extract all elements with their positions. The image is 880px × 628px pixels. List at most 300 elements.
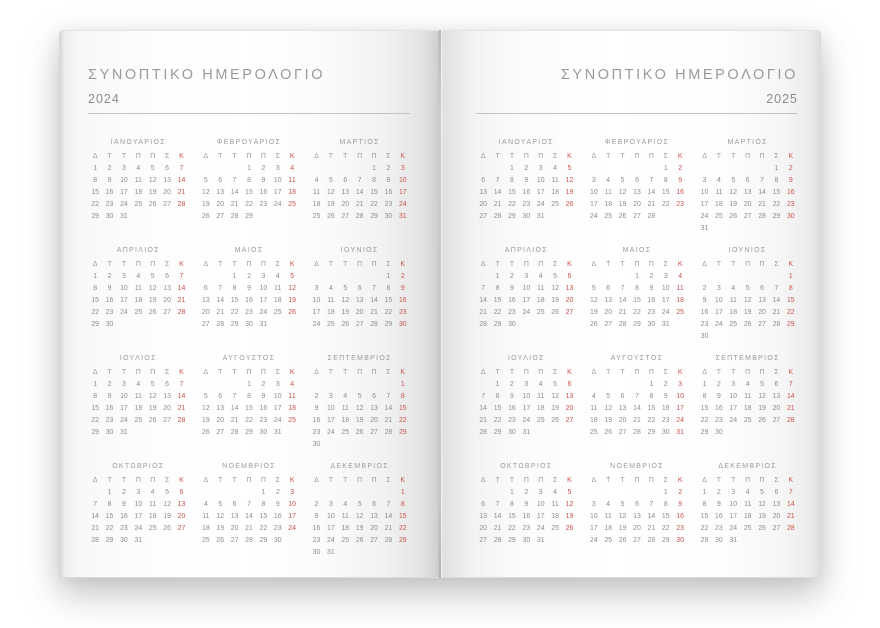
weekday-cell: Σ (386, 261, 391, 268)
day-cell (740, 535, 754, 547)
day-cell: 1 (495, 381, 500, 388)
week-row (587, 319, 688, 331)
weekday-cell: Σ (663, 369, 668, 376)
week-row (88, 319, 189, 331)
day-cell: 16 (661, 405, 670, 412)
day-cell: 25 (341, 537, 350, 544)
day-cell (285, 319, 299, 331)
weekday-cell: Τ (606, 153, 611, 160)
day-cell: 14 (355, 189, 364, 196)
day-cell: 20 (202, 309, 210, 316)
day-cell: 5 (150, 165, 155, 172)
day-cell: 12 (729, 189, 738, 196)
day-cell: 31 (120, 429, 128, 436)
weekday-cell: Τ (218, 153, 223, 160)
day-cell: 6 (774, 381, 779, 388)
day-cell: 8 (107, 501, 112, 508)
day-cell: 7 (495, 501, 500, 508)
week-row (587, 163, 688, 175)
day-cell: 15 (633, 297, 641, 304)
day-cell: 19 (729, 201, 738, 208)
weekday-cell: Τ (232, 261, 237, 268)
day-cell: 19 (551, 405, 559, 412)
week-row (309, 523, 410, 535)
day-cell: 3 (678, 381, 683, 388)
day-cell: 21 (245, 525, 253, 532)
day-cell: 30 (700, 333, 709, 340)
weekday-cell: Τ (620, 153, 625, 160)
day-cell: 29 (384, 321, 393, 328)
day-cell (271, 319, 285, 331)
week-row (476, 391, 577, 403)
day-cell (476, 271, 490, 283)
day-cell: 18 (202, 525, 210, 532)
day-cell: 9 (716, 501, 721, 508)
month-calendar (88, 247, 189, 355)
day-cell: 24 (590, 537, 598, 544)
week-row (199, 271, 300, 283)
day-cell (381, 547, 395, 559)
weekday-cell: Τ (620, 369, 625, 376)
day-cell: 23 (786, 201, 795, 208)
day-cell: 1 (232, 273, 237, 280)
day-cell: 1 (93, 381, 98, 388)
week-row (476, 175, 577, 187)
day-cell: 12 (743, 297, 752, 304)
day-cell (740, 163, 754, 175)
day-cell (562, 427, 576, 439)
day-cell: 20 (772, 405, 781, 412)
weekday-cell: Κ (179, 477, 184, 484)
day-cell: 10 (700, 189, 709, 196)
day-cell: 18 (604, 201, 613, 208)
weekday-cell: Σ (774, 477, 779, 484)
day-cell (324, 487, 338, 499)
day-cell: 23 (105, 309, 114, 316)
month-calendar (88, 139, 189, 247)
day-cell: 28 (177, 201, 186, 208)
day-cell: 15 (245, 405, 253, 412)
day-cell (160, 211, 174, 223)
day-cell: 17 (398, 189, 407, 196)
day-cell (659, 211, 673, 223)
day-cell (740, 271, 754, 283)
day-cell: 26 (565, 201, 574, 208)
weekday-cell: Π (260, 153, 266, 160)
day-cell (476, 163, 490, 175)
day-cell: 26 (216, 537, 225, 544)
day-cell: 27 (565, 417, 574, 424)
day-cell: 17 (715, 309, 723, 316)
day-cell: 20 (633, 525, 641, 532)
day-cell: 23 (245, 309, 253, 316)
month-calendar (309, 139, 410, 247)
day-cell: 30 (105, 321, 114, 328)
day-cell: 6 (218, 393, 223, 400)
day-cell: 6 (218, 177, 223, 184)
day-cell: 13 (216, 405, 225, 412)
day-cell: 4 (606, 177, 611, 184)
weekday-cell: Δ (314, 477, 319, 484)
day-cell: 15 (245, 189, 253, 196)
day-cell: 16 (508, 405, 516, 412)
day-cell (562, 319, 576, 331)
weekday-cell: Σ (164, 261, 170, 268)
day-cell: 31 (522, 429, 531, 436)
day-cell (476, 379, 490, 391)
day-cell: 15 (661, 513, 670, 520)
day-cell: 1 (510, 489, 514, 496)
day-cell: 24 (312, 321, 321, 328)
day-cell: 20 (370, 525, 378, 532)
day-cell (160, 535, 174, 547)
day-cell: 3 (122, 165, 126, 172)
day-cell: 7 (774, 285, 779, 292)
day-cell: 21 (786, 405, 795, 412)
day-cell: 18 (536, 405, 545, 412)
day-cell: 17 (327, 417, 335, 424)
header-divider-line (476, 113, 798, 114)
day-cell: 6 (567, 381, 572, 388)
day-cell: 11 (134, 285, 142, 292)
weekday-cell: Π (246, 153, 252, 160)
day-cell (755, 535, 769, 547)
week-row (587, 295, 688, 307)
week-row (476, 199, 577, 211)
day-cell: 31 (273, 429, 282, 436)
day-cell: 16 (312, 525, 321, 532)
weekday-cell: Κ (289, 261, 295, 268)
day-cell: 25 (590, 429, 598, 436)
weekday-cell: Σ (552, 261, 558, 268)
day-cell: 19 (355, 417, 364, 424)
day-cell (601, 379, 615, 391)
day-cell: 2 (663, 381, 668, 388)
day-cell (784, 223, 798, 235)
day-cell: 1 (261, 489, 266, 496)
day-cell: 15 (508, 513, 516, 520)
day-cell: 2 (261, 165, 266, 172)
weekday-cell: Δ (92, 261, 98, 268)
weekday-cell: Κ (567, 369, 572, 376)
day-cell: 16 (120, 513, 128, 520)
week-row (199, 487, 300, 499)
day-cell: 29 (245, 429, 253, 436)
day-cell: 3 (731, 381, 736, 388)
day-cell: 14 (786, 393, 795, 400)
day-cell: 24 (661, 309, 670, 316)
day-cell: 3 (328, 393, 333, 400)
weekday-cell: Κ (179, 153, 184, 160)
weekday-cell: Τ (509, 153, 515, 160)
weekday-cell: Π (260, 261, 266, 268)
day-cell: 19 (565, 513, 574, 520)
weekday-cell: Δ (591, 369, 597, 376)
day-cell: 16 (786, 189, 795, 196)
day-cell: 6 (372, 501, 376, 508)
weekday-cell: Τ (343, 369, 348, 376)
day-cell (352, 547, 366, 559)
day-cell: 26 (202, 429, 210, 436)
day-cell: 1 (649, 381, 654, 388)
day-cell: 11 (341, 405, 349, 412)
day-cell (338, 271, 352, 283)
day-cell: 22 (700, 525, 709, 532)
day-cell: 5 (567, 489, 572, 496)
week-row (309, 439, 410, 451)
week-row (476, 499, 577, 511)
day-cell: 15 (398, 405, 407, 412)
day-cell: 15 (91, 405, 100, 412)
day-cell: 12 (148, 285, 157, 292)
weekday-cell: Σ (663, 261, 668, 268)
day-cell: 26 (355, 537, 364, 544)
weekday-cell: Π (745, 261, 751, 268)
day-cell: 7 (357, 177, 362, 184)
day-cell: 24 (288, 525, 296, 532)
day-cell: 11 (604, 513, 612, 520)
weekday-cell: Δ (314, 153, 319, 160)
day-cell (673, 319, 687, 331)
day-cell: 8 (649, 393, 654, 400)
day-cell: 1 (702, 381, 707, 388)
day-cell (784, 427, 798, 439)
day-cell: 21 (177, 297, 186, 304)
day-cell: 3 (716, 285, 721, 292)
week-row (309, 283, 410, 295)
weekday-cell: Τ (343, 153, 348, 160)
week-row (697, 427, 798, 439)
day-cell: 19 (148, 189, 157, 196)
day-cell: 25 (743, 525, 752, 532)
day-cell: 8 (510, 177, 514, 184)
day-cell: 7 (179, 381, 184, 388)
day-cell: 6 (567, 273, 572, 280)
month-calendar (587, 139, 688, 247)
day-cell: 23 (508, 417, 516, 424)
weekday-cell: Τ (509, 369, 515, 376)
day-cell: 25 (202, 537, 210, 544)
day-cell: 21 (772, 309, 781, 316)
day-cell: 15 (493, 405, 502, 412)
day-cell: 14 (370, 297, 378, 304)
day-cell: 6 (635, 177, 639, 184)
day-cell: 8 (663, 177, 668, 184)
month-calendar (476, 355, 577, 463)
week-row (309, 271, 410, 283)
day-cell: 21 (479, 417, 488, 424)
month-title: ΜΑΪΟΣ (622, 247, 652, 254)
day-cell (338, 547, 352, 559)
day-cell: 29 (493, 429, 502, 436)
day-cell: 2 (678, 165, 683, 172)
day-cell: 17 (273, 189, 282, 196)
weekday-cell: Π (371, 153, 377, 160)
week-row (88, 307, 189, 319)
day-cell: 29 (700, 429, 709, 436)
month-title: ΝΟΕΜΒΡΙΟΣ (610, 463, 664, 470)
weekday-cell: Τ (495, 477, 500, 484)
day-cell: 21 (647, 201, 656, 208)
day-cell: 28 (245, 537, 253, 544)
day-cell: 2 (247, 273, 251, 280)
day-cell: 8 (93, 177, 98, 184)
month-title: ΜΑΪΟΣ (234, 247, 264, 254)
year-label: 2024 (88, 92, 120, 106)
day-cell (227, 487, 241, 499)
day-cell: 17 (120, 297, 128, 304)
weekday-cell: Π (260, 477, 266, 484)
month-calendar (476, 139, 577, 247)
day-cell: 31 (536, 537, 545, 544)
day-cell: 18 (341, 525, 350, 532)
day-cell (726, 163, 740, 175)
weekday-cell: Τ (232, 477, 237, 484)
day-cell: 27 (370, 429, 378, 436)
day-cell: 13 (177, 501, 186, 508)
day-cell (630, 379, 644, 391)
weekday-cell: Κ (677, 261, 683, 268)
day-cell: 25 (536, 417, 545, 424)
day-cell (615, 271, 629, 283)
weekday-cell: Π (150, 153, 156, 160)
weekday-cell: Τ (716, 153, 721, 160)
day-cell: 24 (522, 417, 531, 424)
day-cell (381, 439, 395, 451)
week-row (697, 415, 798, 427)
day-cell (644, 163, 658, 175)
day-cell (740, 223, 754, 235)
day-cell: 26 (327, 213, 335, 220)
day-cell: 18 (551, 513, 559, 520)
weekday-cell: Π (523, 477, 529, 484)
weekday-cell: Π (371, 477, 377, 484)
day-cell (601, 271, 615, 283)
day-cell: 18 (273, 297, 282, 304)
week-row (587, 415, 688, 427)
week-row (199, 295, 300, 307)
day-cell: 9 (524, 177, 529, 184)
week-row (199, 427, 300, 439)
day-cell: 30 (398, 321, 407, 328)
week-row (199, 211, 300, 223)
day-cell: 5 (357, 501, 362, 508)
weekday-cell: Π (260, 369, 266, 376)
month-title: ΜΑΡΤΙΟΣ (339, 139, 380, 146)
day-cell: 10 (536, 177, 545, 184)
week-row (199, 379, 300, 391)
day-cell: 27 (202, 321, 210, 328)
weekday-cell: Δ (92, 477, 98, 484)
day-cell (213, 163, 227, 175)
day-cell: 10 (590, 513, 598, 520)
week-row (476, 403, 577, 415)
day-cell: 31 (398, 213, 407, 220)
day-cell (755, 223, 769, 235)
day-cell: 29 (772, 213, 781, 220)
day-cell: 28 (493, 537, 502, 544)
day-cell (726, 223, 740, 235)
day-cell: 27 (743, 213, 752, 220)
day-cell: 17 (120, 189, 128, 196)
day-cell: 16 (700, 309, 709, 316)
day-cell: 6 (165, 273, 169, 280)
day-cell (324, 271, 338, 283)
day-cell: 10 (259, 285, 268, 292)
month-title: ΝΟΕΜΒΡΙΟΣ (222, 463, 276, 470)
day-cell: 5 (760, 381, 764, 388)
day-cell (367, 547, 381, 559)
day-cell: 24 (676, 417, 684, 424)
day-cell: 9 (649, 285, 654, 292)
day-cell: 11 (274, 285, 282, 292)
day-cell: 2 (716, 381, 721, 388)
day-cell: 4 (136, 381, 141, 388)
weekday-header-row (309, 151, 410, 163)
day-cell: 4 (745, 381, 750, 388)
week-row (697, 223, 798, 235)
day-cell: 17 (312, 309, 321, 316)
week-row (88, 535, 189, 547)
day-cell: 20 (565, 297, 574, 304)
weekday-cell: Σ (774, 261, 779, 268)
weekday-header-row (697, 367, 798, 379)
week-row (587, 379, 688, 391)
day-cell: 3 (524, 273, 529, 280)
day-cell: 10 (522, 393, 531, 400)
day-cell: 21 (230, 417, 239, 424)
day-cell: 27 (355, 321, 364, 328)
day-cell: 18 (551, 189, 559, 196)
weekday-cell: Δ (702, 369, 707, 376)
day-cell: 20 (479, 201, 488, 208)
day-cell: 29 (786, 321, 795, 328)
day-cell: 12 (565, 501, 574, 508)
day-cell (213, 271, 227, 283)
day-cell: 24 (398, 201, 407, 208)
week-row (476, 415, 577, 427)
week-row (697, 163, 798, 175)
day-cell: 13 (772, 393, 781, 400)
day-cell: 22 (230, 309, 239, 316)
day-cell: 6 (343, 177, 348, 184)
weekday-cell: Π (634, 477, 640, 484)
day-cell: 13 (758, 297, 766, 304)
day-cell: 30 (715, 429, 723, 436)
day-cell: 25 (729, 321, 738, 328)
day-cell: 17 (661, 297, 670, 304)
day-cell (712, 271, 726, 283)
week-row (587, 307, 688, 319)
day-cell: 18 (134, 405, 143, 412)
day-cell: 6 (165, 381, 169, 388)
day-cell: 1 (247, 165, 251, 172)
day-cell: 25 (715, 213, 723, 220)
day-cell: 12 (148, 393, 157, 400)
day-cell: 21 (370, 309, 378, 316)
week-row (88, 199, 189, 211)
day-cell: 16 (522, 513, 531, 520)
weekday-cell: Δ (314, 261, 319, 268)
day-cell: 19 (355, 525, 364, 532)
month-calendar (199, 355, 300, 463)
weekday-cell: Τ (232, 369, 237, 376)
day-cell: 19 (618, 201, 627, 208)
day-cell: 6 (357, 285, 362, 292)
day-cell: 24 (134, 525, 143, 532)
day-cell: 13 (355, 297, 364, 304)
day-cell: 11 (312, 189, 321, 196)
